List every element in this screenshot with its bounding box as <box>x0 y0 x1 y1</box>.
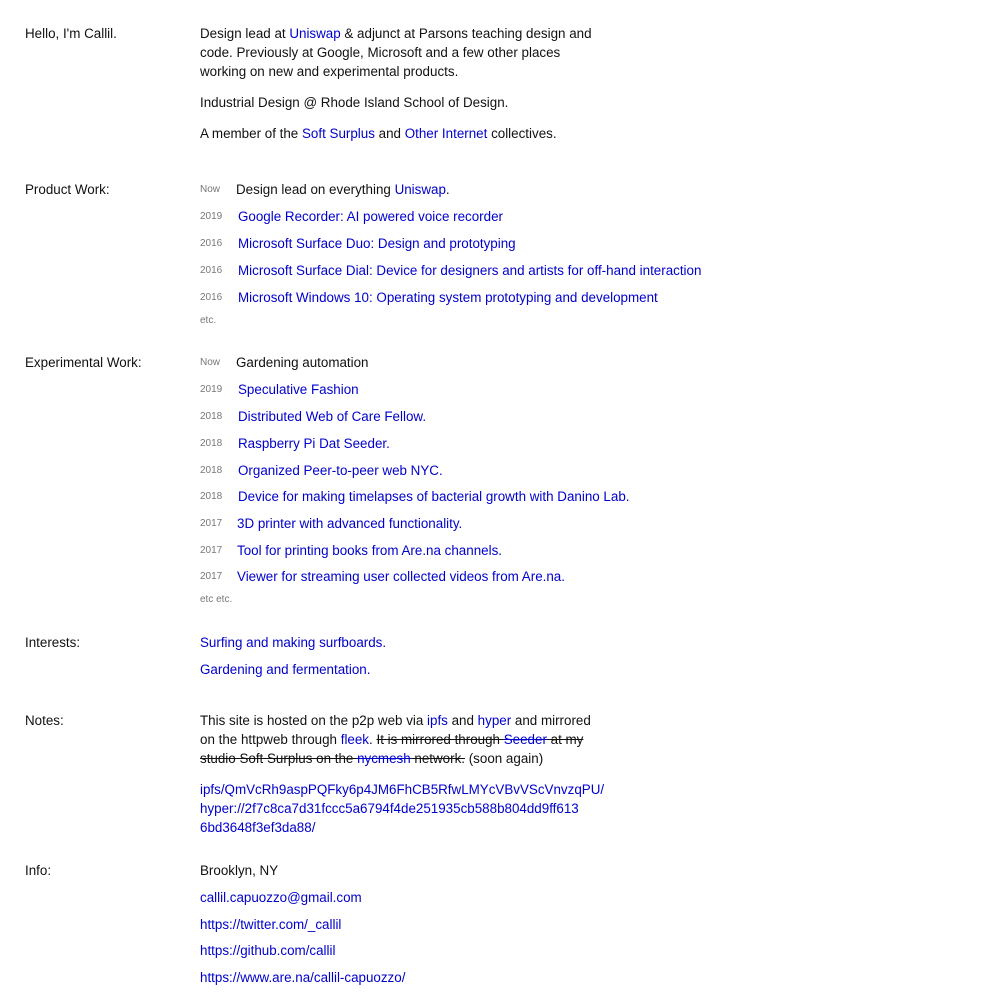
struck-text-part: network. <box>410 751 465 766</box>
bio-line-3: working on new and experimental products. <box>200 64 459 79</box>
location-text: Brooklyn, NY <box>200 863 279 878</box>
notes-text: and <box>447 713 478 728</box>
project-link[interactable]: Tool for printing books from Are.na channels. <box>237 543 502 558</box>
uniswap-link[interactable]: Uniswap <box>394 182 446 197</box>
uniswap-link[interactable]: Uniswap <box>289 26 341 41</box>
notes-line-1 <box>200 713 591 728</box>
struck-text-part: at my <box>546 732 584 747</box>
interest-link[interactable]: Gardening and fermentation. <box>200 662 371 677</box>
ipfs-hash-link[interactable]: ipfs/QmVcRh9aspPQFky6p4JM6FhCB5RfwLMYcVBvVScVnvzqPU/ <box>200 782 605 797</box>
hyper-link[interactable]: hyper <box>477 713 512 728</box>
struck-text-part: It is mirrored through <box>376 732 504 747</box>
experimental-work-label: Experimental Work: <box>25 355 142 370</box>
project-link[interactable]: 3D printer with advanced functionality. <box>237 516 463 531</box>
interest-link[interactable]: Surfing and making surfboards. <box>200 635 387 650</box>
project-link[interactable]: Distributed Web of Care Fellow. <box>238 409 427 424</box>
soft-surplus-link[interactable]: Soft Surplus <box>301 126 375 141</box>
year-label: 2019 <box>200 211 223 222</box>
twitter-link[interactable]: https://twitter.com/_callil <box>200 917 342 932</box>
now-text: Design lead on everything <box>236 182 395 197</box>
bio-line-1 <box>200 26 592 41</box>
info-label: Info: <box>25 863 52 878</box>
struck-text-part: studio Soft Surplus on the <box>200 751 358 766</box>
nycmesh-link[interactable]: nycmesh <box>357 751 411 766</box>
hyper-hash-link[interactable]: hyper://2f7c8ca7d31fccc5a6794f4de251935cb588b804dd9ff613 <box>200 801 579 816</box>
year-label: 2018 <box>200 491 223 502</box>
year-label: 2019 <box>200 384 223 395</box>
year-label: Now <box>200 184 221 195</box>
project-link[interactable]: Microsoft Windows 10: Operating system prototyping and development <box>238 290 658 305</box>
etc-text: etc etc. <box>200 594 233 605</box>
etc-text: etc. <box>200 315 217 326</box>
struck-text <box>376 732 583 747</box>
github-link[interactable]: https://github.com/callil <box>200 943 336 958</box>
other-internet-link[interactable]: Other Internet <box>404 126 488 141</box>
notes-text: on the httpweb through <box>200 732 341 747</box>
list-item-text <box>236 182 450 197</box>
ipfs-link[interactable]: ipfs <box>427 713 448 728</box>
project-link[interactable]: Viewer for streaming user collected videos from Are.na. <box>237 569 565 584</box>
project-link[interactable]: Speculative Fashion <box>238 382 359 397</box>
project-link[interactable]: Raspberry Pi Dat Seeder. <box>238 436 390 451</box>
interests-label: Interests: <box>25 635 81 650</box>
project-link[interactable]: Microsoft Surface Dial: Device for designers and artists for off-hand interaction <box>238 263 702 278</box>
member-text: A member of the <box>200 126 302 141</box>
year-label: 2016 <box>200 265 223 276</box>
year-label: 2017 <box>200 518 223 529</box>
year-label: 2018 <box>200 411 223 422</box>
year-label: 2018 <box>200 438 223 449</box>
year-label: 2018 <box>200 465 223 476</box>
notes-text: This site is hosted on the p2p web via <box>200 713 428 728</box>
seeder-link[interactable]: Seeder <box>503 732 547 747</box>
fleek-link[interactable]: fleek <box>340 732 370 747</box>
member-text: collectives. <box>487 126 557 141</box>
bio-text: Design lead at <box>200 26 290 41</box>
bio-text: & adjunct at Parsons teaching design and <box>340 26 592 41</box>
project-link[interactable]: Microsoft Surface Duo: Design and prototyping <box>238 236 516 251</box>
year-label: 2016 <box>200 238 223 249</box>
list-item-text: Gardening automation <box>236 355 369 370</box>
education-text: Industrial Design @ Rhode Island School of Design. <box>200 95 509 110</box>
year-label: 2017 <box>200 571 223 582</box>
notes-text: . <box>369 732 377 747</box>
hyper-hash-link-cont[interactable]: 6bd3648f3ef3da88/ <box>200 820 316 835</box>
notes-line-3 <box>200 751 543 766</box>
project-link[interactable]: Google Recorder: AI powered voice recorder <box>238 209 503 224</box>
member-line <box>200 126 557 141</box>
project-link[interactable]: Device for making timelapses of bacterial growth with Danino Lab. <box>238 489 630 504</box>
member-text: and <box>374 126 405 141</box>
notes-text: (soon again) <box>465 751 544 766</box>
now-text: . <box>445 182 450 197</box>
intro-label: Hello, I'm Callil. <box>25 26 117 41</box>
notes-text: and mirrored <box>511 713 591 728</box>
notes-line-2 <box>200 732 583 747</box>
year-label: Now <box>200 357 221 368</box>
bio-line-2: code. Previously at Google, Microsoft and a few other places <box>200 45 561 60</box>
product-work-label: Product Work: <box>25 182 110 197</box>
arena-link[interactable]: https://www.are.na/callil-capuozzo/ <box>200 970 406 985</box>
struck-text <box>200 751 465 766</box>
email-link[interactable]: callil.capuozzo@gmail.com <box>200 890 362 905</box>
project-link[interactable]: Organized Peer-to-peer web NYC. <box>238 463 443 478</box>
year-label: 2016 <box>200 292 223 303</box>
year-label: 2017 <box>200 545 223 556</box>
notes-label: Notes: <box>25 713 64 728</box>
